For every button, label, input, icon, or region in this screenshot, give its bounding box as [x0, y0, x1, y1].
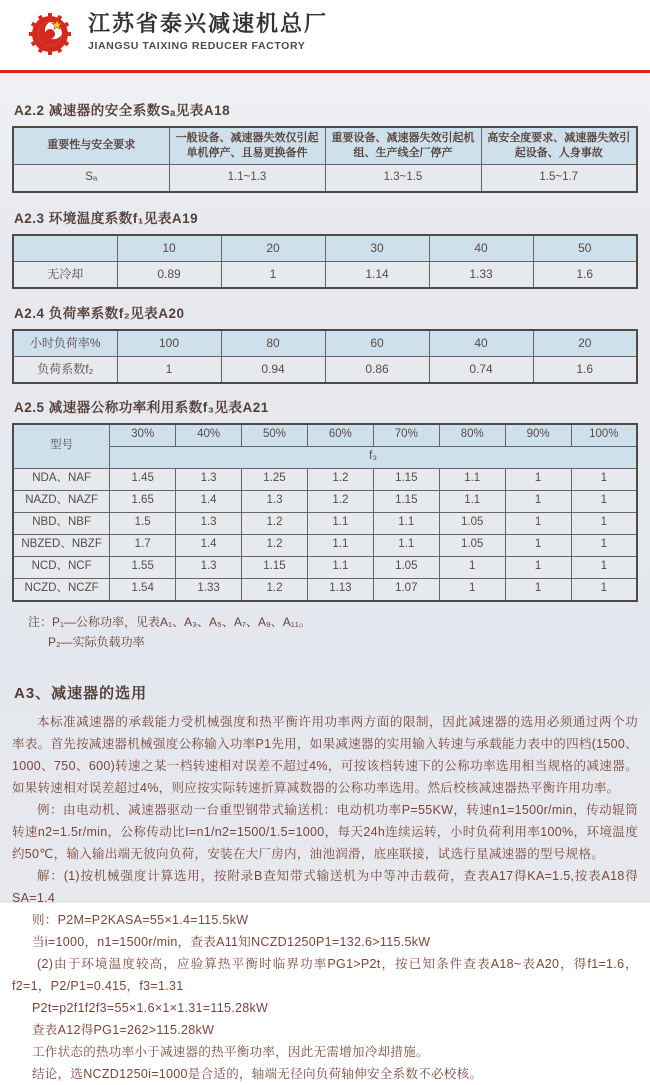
- value-cell: 1.1: [439, 490, 505, 512]
- table-row: [13, 356, 637, 383]
- value-cell: 1.2: [307, 490, 373, 512]
- paragraph-example: 例：由电动机、减速器驱动一台重型钢带式输送机：电动机功率P=55KW，转速n1=1500r/min，传动辊筒转速n2=1.5r/min，公称传动比I=n1/n2=1500/1.5=1000，每天24h连续运转，小时负荷利用率100%，环境温度约50℃，输入输出端无彼向负荷，安装在大厂房内，油池润滑，底座联接，试选行星减速器的型号规格。: [12, 802, 638, 861]
- value-cell: 1.33: [429, 261, 533, 288]
- value-cell: 0.89: [117, 261, 221, 288]
- model-cell: NAZD、NAZF: [13, 490, 110, 512]
- section-heading-a24: A2.4 负荷率系数f₂见表A20: [14, 305, 185, 321]
- header-cell: 40: [429, 330, 533, 357]
- value-cell: 1.4: [176, 534, 242, 556]
- header-cell: 80: [221, 330, 325, 357]
- value-cell: 1: [439, 556, 505, 578]
- table-row: [13, 534, 637, 556]
- value-cell: 1: [505, 512, 571, 534]
- value-cell: 1.7: [110, 534, 176, 556]
- value-cell: 1.45: [110, 468, 176, 490]
- header-cell: 60%: [307, 424, 373, 447]
- section-heading-a22: A2.2 减速器的安全系数Sₐ见表A18: [14, 103, 231, 118]
- table-header-row: [13, 424, 637, 447]
- value-cell: 1.5: [110, 512, 176, 534]
- value-cell: 1.3: [242, 490, 308, 512]
- value-cell: 1: [505, 468, 571, 490]
- value-cell: 1: [571, 468, 637, 490]
- model-cell: NBZED、NBZF: [13, 534, 110, 556]
- table-row: [13, 578, 637, 601]
- conclusion-line: 工作状态的热功率小于减速器的热平衡功率，因此无需增加冷却措施。: [32, 1044, 429, 1059]
- header-cell: 100%: [571, 424, 637, 447]
- table-row: [13, 468, 637, 490]
- model-cell: NDA、NAF: [13, 468, 110, 490]
- table-row: [13, 556, 637, 578]
- header-cell: 30: [325, 235, 429, 262]
- value-cell: 1.05: [373, 556, 439, 578]
- header-cell: 20: [533, 330, 637, 357]
- value-cell: 1: [571, 534, 637, 556]
- value-cell: 1: [505, 578, 571, 601]
- value-cell: 1: [117, 356, 221, 383]
- value-cell: 1.2: [242, 534, 308, 556]
- header-cell: 40%: [176, 424, 242, 447]
- value-cell: 1: [505, 534, 571, 556]
- value-cell: 1.1: [373, 534, 439, 556]
- company-header: [0, 0, 650, 70]
- table-row: [13, 512, 637, 534]
- table-row: [13, 164, 637, 192]
- company-name-cn: 江苏省泰兴减速机总厂: [88, 11, 329, 36]
- value-cell: 1.3: [176, 556, 242, 578]
- value-cell: 1.55: [110, 556, 176, 578]
- value-cell: 1.15: [373, 468, 439, 490]
- value-cell: 1.1: [373, 512, 439, 534]
- value-cell: 1.3: [176, 512, 242, 534]
- section-heading-a23: A2.3 环境温度系数f₁见表A19: [14, 210, 199, 226]
- header-cell: [13, 235, 117, 262]
- table-a21: [12, 423, 638, 602]
- value-cell: 1.15: [242, 556, 308, 578]
- equation-line: P2t=p2f1f2f3=55×1.6×1×1.31=115.28kW: [32, 1000, 269, 1015]
- value-cell: 1.25: [242, 468, 308, 490]
- header-cell: 20: [221, 235, 325, 262]
- header-cell: 50%: [242, 424, 308, 447]
- equation-line: 则：P2M=P2KASA=55×1.4=115.5kW: [32, 912, 249, 927]
- header-cell: 小时负荷率%: [13, 330, 117, 357]
- value-cell: 1.2: [242, 512, 308, 534]
- value-cell: 1.3~1.5: [325, 164, 481, 192]
- conclusion-line: 结论，选NCZD1250i=1000是合适的，轴端无径向负荷轴伸安全系数不必校核。: [32, 1066, 483, 1081]
- table-a20: [12, 329, 638, 384]
- note-line-2: P₂—实际负载功率: [48, 634, 145, 649]
- table-row: [13, 261, 637, 288]
- value-cell: 1.1: [439, 468, 505, 490]
- table-header-row: [13, 127, 637, 164]
- header-cell: 50: [533, 235, 637, 262]
- value-cell: 1.1: [307, 534, 373, 556]
- value-cell: 1.15: [373, 490, 439, 512]
- value-cell: 1.13: [307, 578, 373, 601]
- value-cell: 1.07: [373, 578, 439, 601]
- header-cell: 80%: [439, 424, 505, 447]
- value-cell: 0.74: [429, 356, 533, 383]
- paragraph-solution-2: (2)由于环境温度较高，应验算热平衡时临界功率PG1>P2t，按已知条件查表A18~表A20，得f1=1.6，f2=1，P2/P1=0.415，f3=1.31: [12, 956, 638, 993]
- model-cell: NCD、NCF: [13, 556, 110, 578]
- value-cell: 1: [571, 490, 637, 512]
- company-name-en: JIANGSU TAIXING REDUCER FACTORY: [88, 40, 306, 52]
- value-cell: 1.05: [439, 534, 505, 556]
- value-cell: 1.2: [307, 468, 373, 490]
- table-note: [28, 612, 638, 652]
- value-cell: 1: [571, 556, 637, 578]
- model-cell: NBD、NBF: [13, 512, 110, 534]
- row-label: 无冷却: [13, 261, 117, 288]
- header-cell: 60: [325, 330, 429, 357]
- value-cell: 1.05: [439, 512, 505, 534]
- value-cell: 1: [505, 490, 571, 512]
- note-line-1: 注：P₁—公称功率，见表A₁、A₃、A₅、A₇、A₉、A₁₁。: [28, 614, 311, 629]
- value-cell: 1.4: [176, 490, 242, 512]
- value-cell: 1.54: [110, 578, 176, 601]
- header-cell: 一般设备、减速器失效仅引起单机停产、且易更换备件: [169, 127, 325, 164]
- header-cell: 重要设备、减速器失效引起机组、生产线全厂停产: [325, 127, 481, 164]
- header-cell: 30%: [110, 424, 176, 447]
- section-heading-a25: A2.5 减速器公称功率利用系数f₃见表A21: [14, 399, 269, 415]
- value-cell: 1: [505, 556, 571, 578]
- equation-line: 查表A12得PG1=262>115.28kW: [32, 1022, 215, 1037]
- value-cell: 0.94: [221, 356, 325, 383]
- paragraph: 本标准减速器的承载能力受机械强度和热平衡许用功率两方面的限制，因此减速器的选用必须通过两个功率表。首先按减速器机械强度公称输入功率P1先用，如果减速器的实用输入转速与承载能力表中的四档(1500、1000、750、600)转速之某一档转速相对误差不超过4%，可按该档转速下的公称功率选用相当规格的减速器。如果转速相对误差超过4%，则应按实际转速折算减数器的公称功率选用。然后校核减速器热平衡许用功率。: [12, 714, 638, 795]
- table-a18: [12, 126, 638, 193]
- table-header-row: [13, 235, 637, 262]
- f3-header-cell: f₃: [110, 446, 637, 468]
- header-cell: 重要性与安全要求: [13, 127, 169, 164]
- value-cell: 1: [571, 578, 637, 601]
- value-cell: 0.86: [325, 356, 429, 383]
- equation-line: 当i=1000，n1=1500r/min，查表A11知NCZD1250P1=132.6>115.5kW: [32, 934, 431, 949]
- gear-star-logo-icon: [26, 10, 74, 58]
- header-cell: 70%: [373, 424, 439, 447]
- header-cell: 10: [117, 235, 221, 262]
- header-cell: 100: [117, 330, 221, 357]
- value-cell: 1.3: [176, 468, 242, 490]
- row-label: 负荷系数f₂: [13, 356, 117, 383]
- value-cell: 1.5~1.7: [481, 164, 637, 192]
- document-body: [0, 73, 650, 1081]
- value-cell: 1: [439, 578, 505, 601]
- header-cell: 40: [429, 235, 533, 262]
- table-row: [13, 490, 637, 512]
- value-cell: 1: [571, 512, 637, 534]
- value-cell: 1.33: [176, 578, 242, 601]
- model-cell: NCZD、NCZF: [13, 578, 110, 601]
- model-header-cell: 型号: [13, 424, 110, 469]
- value-cell: 1.65: [110, 490, 176, 512]
- value-cell: 1.6: [533, 261, 637, 288]
- value-cell: 1.2: [242, 578, 308, 601]
- table-header-row: [13, 330, 637, 357]
- header-cell: 高安全度要求、减速器失效引起设备、人身事故: [481, 127, 637, 164]
- row-label: Sₐ: [13, 164, 169, 192]
- value-cell: 1.1: [307, 556, 373, 578]
- value-cell: 1.1~1.3: [169, 164, 325, 192]
- value-cell: 1.1: [307, 512, 373, 534]
- section-heading-a3: A3、减速器的选用: [14, 684, 148, 702]
- paragraph-solution-1: 解：(1)按机械强度计算选用，按附录B查知带式输送机为中等冲击载荷，查表A17得KA=1.5,按表A18得SA=1.4: [12, 868, 638, 905]
- table-a19: [12, 234, 638, 289]
- value-cell: 1: [221, 261, 325, 288]
- value-cell: 1.6: [533, 356, 637, 383]
- value-cell: 1.14: [325, 261, 429, 288]
- header-cell: 90%: [505, 424, 571, 447]
